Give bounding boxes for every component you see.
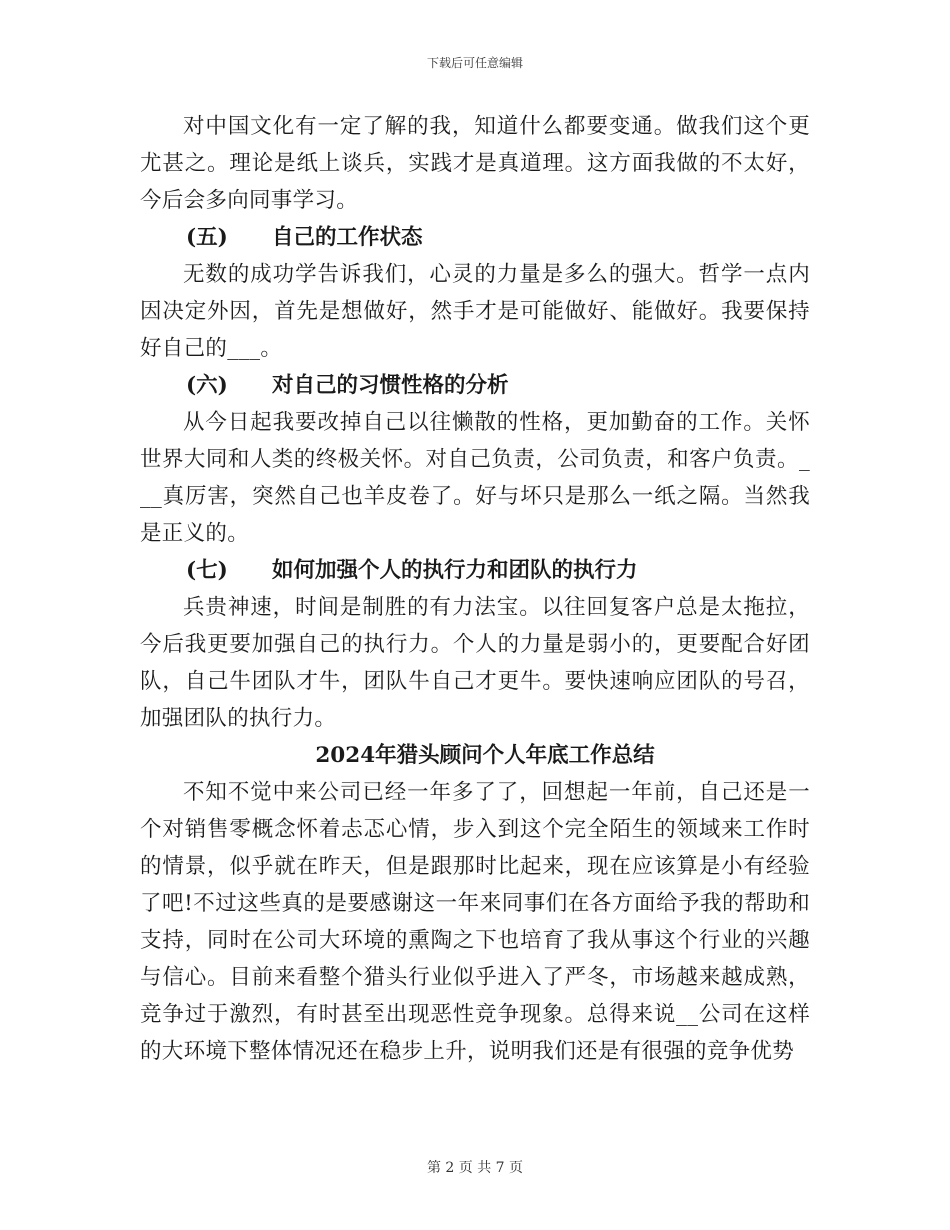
section-title: 如何加强个人的执行力和团队的执行力 <box>272 558 638 583</box>
page-header: 下载后可任意编辑 <box>426 56 523 70</box>
paragraph-3: 从今日起我要改掉自己以往懒散的性格，更加勤奋的工作。关怀世界大同和人类的终极关怀。对自己负责，公司负责，和客户负责。___真厉害，突然自己也羊皮卷了。好与坏只是那么一纸之隔。当然我是正义的。 <box>140 410 810 546</box>
section-number: (五) <box>186 225 228 250</box>
section-heading-6 <box>140 367 810 404</box>
paragraph-4: 兵贵神速，时间是制胜的有力法宝。以往回复客户总是太拖拉，今后我更要加强自己的执行力。个人的力量是弱小的，更要配合好团队，自己牛团队才牛，团队牛自己才更牛。要快速响应团队的号召，加强团队的执行力。 <box>140 595 810 731</box>
section-number: (七) <box>186 558 228 583</box>
section-title: 自己的工作状态 <box>272 225 423 250</box>
section-heading-7 <box>140 552 810 589</box>
paragraph-2: 无数的成功学告诉我们，心灵的力量是多么的强大。哲学一点内因决定外因，首先是想做好，然手才是可能做好、能做好。我要保持好自己的___。 <box>140 262 810 361</box>
paragraph-5: 不知不觉中来公司已经一年多了了，回想起一年前，自己还是一个对销售零概念怀着忐忑心情，步入到这个完全陌生的领域来工作时的情景，似乎就在昨天，但是跟那时比起来，现在应该算是小有经验了吧!不过这些真的是要感谢这一年来同事们在各方面给予我的帮助和支持，同时在公司大环境的熏陶之下也培育了我从事这个行业的兴趣与信心。目前来看整个猎头行业似乎进入了严冬，市场越来越成熟，竞争过于激烈，有时甚至出现恶性竞争现象。总得来说__公司在这样的大环境下整体情况还在稳步上升，说明我们还是有很强的竞争优势 <box>140 780 810 1064</box>
paragraph-1: 对中国文化有一定了解的我，知道什么都要变通。做我们这个更尤甚之。理论是纸上谈兵，实践才是真道理。这方面我做的不太好，今后会多向同事学习。 <box>140 114 810 213</box>
section-heading-5 <box>140 219 810 256</box>
section-title: 对自己的习惯性格的分析 <box>272 373 509 398</box>
section-number: (六) <box>186 373 228 398</box>
document-title: 2024年猎头顾问个人年底工作总结 <box>315 743 655 768</box>
page-number: 第 2 页 共 7 页 <box>426 1160 524 1176</box>
document-body <box>140 108 810 1070</box>
